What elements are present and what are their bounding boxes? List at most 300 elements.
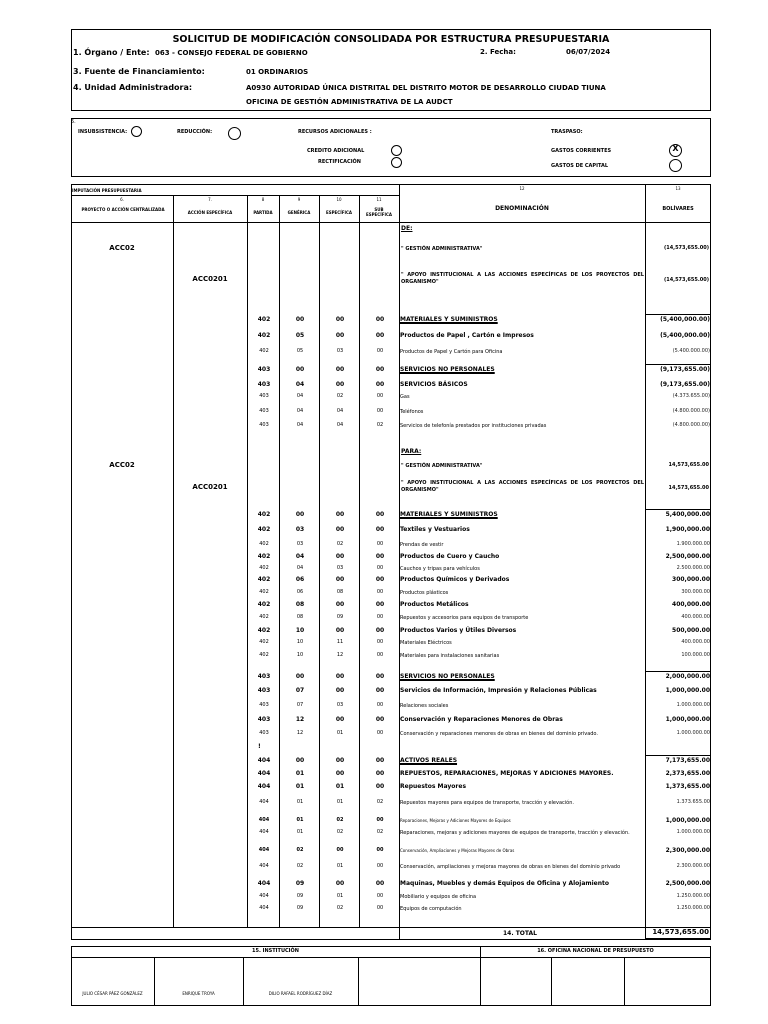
- partida-cell: 404: [257, 880, 271, 887]
- table-row: [0, 576, 768, 588]
- table-row: [0, 652, 768, 664]
- denominacion-cell: Productos Varios y Útiles Diversos: [400, 627, 517, 634]
- partida-cell: 404: [257, 757, 271, 764]
- table-row: [0, 863, 768, 875]
- amount-cell: 1.373.655.00: [676, 799, 710, 805]
- partida-cell: 404: [259, 799, 269, 805]
- amount-cell: 1,000,000.00: [665, 817, 710, 824]
- denominacion-cell: Textiles y Vestuarios: [400, 526, 470, 533]
- amount-cell: 2.500.000.00: [676, 565, 710, 571]
- partida-cell: 402: [257, 332, 271, 339]
- sub-cell: 00: [376, 702, 384, 708]
- amount-cell: 2,000,000.00: [665, 673, 710, 680]
- denominacion-cell: Cauchos y tripas para vehículos: [400, 566, 480, 572]
- col-number-10: 10: [336, 197, 342, 202]
- generica-cell: 09: [296, 893, 304, 899]
- amount-cell: (5.400.000.00): [672, 348, 710, 354]
- amount-cell: 2,500,000.00: [665, 553, 710, 560]
- selected-mark: X: [672, 144, 679, 153]
- especifica-cell: 00: [335, 757, 345, 764]
- partida-cell: 403: [259, 702, 269, 708]
- sub-cell: 00: [375, 381, 385, 388]
- table-row: [0, 381, 768, 393]
- partida-cell: 402: [259, 541, 269, 547]
- table-row: [0, 332, 768, 344]
- amount-cell: 1,900,000.00: [665, 526, 710, 533]
- partida-cell: 402: [259, 589, 269, 595]
- generica-cell: 01: [295, 770, 305, 777]
- denominacion-cell: Conservación, ampliaciones y mejoras mayores de obras en bienes del dominio privado: [400, 864, 621, 870]
- generica-header: GENÉRICA: [287, 210, 311, 215]
- sub-cell: 00: [376, 614, 384, 620]
- recursos-label: RECURSOS ADICIONALES :: [298, 129, 372, 135]
- amount-cell: 2,373,655.00: [665, 770, 710, 777]
- amount-cell: 400.000.00: [681, 639, 710, 645]
- especifica-cell: 00: [335, 601, 345, 608]
- especifica-cell: 04: [336, 408, 344, 414]
- denominacion-cell: MATERIALES Y SUMINISTROS: [400, 316, 498, 323]
- signature-2: ENRIQUE TROYA: [182, 991, 215, 996]
- table-row: [0, 905, 768, 917]
- partida-cell: 402: [259, 639, 269, 645]
- especifica-cell: 09: [336, 614, 344, 620]
- table-row: [0, 770, 768, 782]
- sub-cell: 00: [376, 863, 384, 869]
- denominacion-cell: Servicios de telefonía prestados por instituciones privadas: [400, 423, 547, 429]
- generica-cell: 01: [295, 783, 305, 790]
- sub-cell: 00: [376, 893, 384, 899]
- denominacion-cell: Productos de Cuero y Caucho: [400, 553, 500, 560]
- amount-cell: 1.250.000.00: [676, 905, 710, 911]
- generica-cell: 06: [295, 576, 305, 583]
- fuente-label: 3. Fuente de Financiamiento:: [73, 67, 205, 76]
- partida-cell: 404: [257, 770, 271, 777]
- partida-cell: 403: [259, 393, 269, 399]
- section-number: 5.: [71, 119, 76, 125]
- especifica-cell: 03: [336, 702, 344, 708]
- sub-cell: 00: [376, 652, 384, 658]
- especifica-cell: 01: [336, 799, 344, 805]
- fecha-label: 2. Fecha:: [480, 48, 516, 56]
- sub-cell: 00: [375, 716, 385, 723]
- table-row: [0, 614, 768, 626]
- table-row: [0, 702, 768, 714]
- especifica-cell: 03: [336, 565, 344, 571]
- para-label: PARA:: [401, 448, 422, 455]
- col-number-12: 12: [519, 186, 525, 191]
- partida-cell: 402: [257, 511, 271, 518]
- table-row: [0, 348, 768, 360]
- generica-cell: 05: [296, 348, 304, 354]
- especifica-cell: 02: [336, 541, 344, 547]
- sub-cell: 00: [375, 576, 385, 583]
- denominacion-cell: Servicios de Información, Impresión y Relaciones Públicas: [400, 687, 597, 694]
- partida-cell: 402: [257, 316, 271, 323]
- signature-3: DILIO RAFAEL RODRÍGUEZ DÍAZ: [268, 991, 333, 996]
- sub-cell: 00: [376, 565, 384, 571]
- partida-header: PARTIDA: [253, 210, 273, 215]
- denominacion-cell: Productos Químicos y Derivados: [400, 576, 510, 583]
- generica-cell: 12: [296, 730, 304, 736]
- generica-cell: 10: [295, 627, 305, 634]
- table-row: [0, 589, 768, 601]
- sub-cell: 00: [375, 601, 385, 608]
- table-row: [0, 829, 768, 841]
- sub-cell: 00: [376, 541, 384, 547]
- partida-cell: 404: [258, 847, 270, 853]
- amount-cell: 1.900.000.00: [676, 541, 710, 547]
- sub-cell: 00: [376, 847, 384, 853]
- generica-cell: 04: [296, 422, 304, 428]
- generica-cell: 00: [295, 757, 305, 764]
- credito-label: CREDITO ADICIONAL: [307, 148, 365, 154]
- amount-cell: 1.000.000.00: [676, 730, 710, 736]
- denominacion-cell: ACTIVOS REALES: [400, 757, 458, 764]
- table-row: [0, 511, 768, 523]
- generica-cell: 08: [296, 614, 304, 620]
- denominacion-cell: Productos de Papel y Cartón para Oficina: [400, 349, 503, 355]
- sub-cell: 00: [376, 589, 384, 595]
- partida-cell: 403: [257, 381, 271, 388]
- sub-cell: 00: [375, 366, 385, 373]
- gestion-de-amount: (14,573,655.00): [663, 245, 709, 251]
- proyecto-header: PROYECTO O ACCIÓN CENTRALIZADA: [81, 207, 165, 212]
- denominacion-header: DENOMINACIÓN: [495, 205, 549, 212]
- reduccion-label: REDUCCIÓN:: [177, 129, 213, 135]
- ae-para: ACC0201: [192, 483, 228, 491]
- denominacion-cell: SERVICIOS BÁSICOS: [400, 381, 468, 388]
- amount-cell: 5,400,000.00: [665, 511, 710, 518]
- insubsistencia-label: INSUBSISTENCIA:: [78, 129, 128, 135]
- col-number-7: 7.: [208, 197, 212, 202]
- especifica-cell: 01: [335, 783, 345, 790]
- apoyo-de: " APOYO INSTITUCIONAL A LAS ACCIONES ESPECÍFICAS DE LOS PROYECTOS DEL ORGANISMO": [401, 272, 644, 285]
- denominacion-cell: Productos de Papel , Cartón e Impresos: [400, 332, 534, 339]
- generica-cell: 00: [295, 511, 305, 518]
- generica-cell: 04: [296, 393, 304, 399]
- table-row: [0, 817, 768, 829]
- generica-cell: 04: [295, 381, 305, 388]
- amount-cell: 1.000.000.00: [676, 829, 710, 835]
- table-row: [0, 541, 768, 553]
- amount-cell: 1,000,000.00: [665, 716, 710, 723]
- generica-cell: 04: [295, 553, 305, 560]
- especifica-cell: 02: [336, 829, 344, 835]
- capital-label: GASTOS DE CAPITAL: [551, 163, 609, 169]
- partida-cell: 402: [259, 614, 269, 620]
- denominacion-cell: Relaciones sociales: [400, 703, 449, 709]
- denominacion-cell: Productos plásticos: [400, 590, 449, 596]
- especifica-cell: 01: [336, 863, 344, 869]
- partida-cell: 403: [257, 366, 271, 373]
- col-number-13: 13: [675, 186, 681, 191]
- denominacion-cell: Gas: [400, 394, 410, 400]
- denominacion-cell: Repuestos Mayores: [400, 783, 467, 790]
- signature-box: [71, 946, 711, 1006]
- especifica-cell: 00: [335, 687, 345, 694]
- organo-label: 1. Órgano / Ente:: [73, 48, 150, 57]
- oficina-header: 16. OFICINA NACIONAL DE PRESUPUESTO: [537, 948, 654, 954]
- amount-cell: 1,373,655.00: [665, 783, 710, 790]
- generica-cell: 02: [296, 863, 304, 869]
- generica-cell: 03: [295, 526, 305, 533]
- sub-cell: 00: [375, 783, 385, 790]
- generica-cell: 01: [296, 799, 304, 805]
- gestion-de: " GESTIÓN ADMINISTRATIVA": [401, 246, 483, 252]
- sub-cell: 00: [375, 553, 385, 560]
- amount-cell: 2,300,000.00: [665, 847, 710, 854]
- fuente-value: 01 ORDINARIOS: [246, 68, 309, 76]
- table-row: [0, 316, 768, 328]
- partida-cell: 402: [259, 348, 269, 354]
- stray-mark: !: [258, 743, 261, 750]
- unidad-label: 4. Unidad Administradora:: [73, 83, 193, 92]
- partida-cell: 404: [258, 817, 270, 823]
- generica-cell: 00: [295, 673, 305, 680]
- partida-cell: 403: [257, 673, 271, 680]
- amount-cell: 2,500,000.00: [665, 880, 710, 887]
- sub-cell: 00: [375, 757, 385, 764]
- insubsistencia-radio[interactable]: [131, 126, 142, 137]
- traspaso-label: TRASPASO:: [551, 129, 583, 135]
- col-number-9: 9: [297, 197, 301, 202]
- especifica-cell: 00: [335, 511, 345, 518]
- especifica-cell: 00: [336, 847, 344, 853]
- amount-cell: 7,173,655.00: [665, 757, 710, 764]
- denominacion-cell: REPUESTOS, REPARACIONES, MEJORAS Y ADICIONES MAYORES.: [400, 770, 614, 777]
- signature-1: JULIO CÉSAR PÁEZ GONZÁLEZ: [82, 991, 143, 996]
- amount-cell: 400.000.00: [681, 614, 710, 620]
- amount-cell: 400,000.00: [672, 601, 710, 608]
- sub-cell: 00: [376, 817, 384, 823]
- sub-cell: 00: [376, 348, 384, 354]
- amount-underline: [645, 509, 711, 510]
- partida-cell: 403: [257, 716, 271, 723]
- sub-cell: 00: [375, 673, 385, 680]
- partida-cell: 404: [259, 893, 269, 899]
- denominacion-cell: Maquinas, Muebles y demás Equipos de Oficina y Alojamiento: [400, 880, 610, 887]
- amount-underline: [645, 755, 711, 756]
- denominacion-cell: MATERIALES Y SUMINISTROS: [400, 511, 498, 518]
- generica-cell: 01: [296, 817, 304, 823]
- apoyo-para-amount: 14,573,655.00: [668, 485, 709, 491]
- denominacion-cell: Conservación y Reparaciones Menores de Obras: [400, 716, 563, 723]
- bolivares-header: BOLÍVARES: [662, 206, 694, 212]
- imputacion-header: IMPUTACIÓN PRESUPUESTARIA: [72, 188, 142, 193]
- total-label: 14. TOTAL: [502, 930, 537, 937]
- amount-cell: 300.000.00: [681, 589, 710, 595]
- rectificacion-radio[interactable]: [391, 157, 402, 168]
- sub-cell: 00: [375, 316, 385, 323]
- table-row: [0, 847, 768, 859]
- generica-cell: 00: [295, 316, 305, 323]
- sub-cell: 00: [375, 880, 385, 887]
- capital-radio[interactable]: [669, 159, 682, 172]
- acc-de: ACC02: [109, 244, 135, 252]
- especifica-cell: 02: [336, 905, 344, 911]
- sub-cell: 00: [376, 905, 384, 911]
- especifica-cell: 00: [335, 381, 345, 388]
- generica-cell: 09: [295, 880, 305, 887]
- generica-cell: 04: [296, 565, 304, 571]
- de-label: DE:: [401, 225, 413, 232]
- table-row: [0, 408, 768, 420]
- fecha-value: 06/07/2024: [566, 48, 611, 56]
- sub-cell: 02: [376, 829, 384, 835]
- sub-cell: 00: [376, 730, 384, 736]
- accion-header: ACCIÓN ESPECÍFICA: [187, 210, 233, 215]
- table-row: [0, 799, 768, 811]
- partida-cell: 402: [259, 652, 269, 658]
- partida-cell: 402: [257, 601, 271, 608]
- col-number-6: 6.: [120, 197, 124, 202]
- unidad-value-2: OFICINA DE GESTIÓN ADMINISTRATIVA DE LA AUDCT: [246, 98, 453, 106]
- especifica-cell: 00: [335, 576, 345, 583]
- corrientes-radio[interactable]: [669, 144, 682, 157]
- especifica-header: ESPECÍFICA: [326, 210, 352, 215]
- partida-cell: 403: [259, 408, 269, 414]
- table-row: [0, 783, 768, 795]
- table-row: [0, 366, 768, 378]
- amount-cell: (5,400,000.00): [660, 332, 710, 339]
- especifica-cell: 00: [335, 770, 345, 777]
- total-value: 14,573,655.00: [652, 928, 709, 936]
- especifica-cell: 00: [335, 673, 345, 680]
- page-title: SOLICITUD DE MODIFICACIÓN CONSOLIDADA POR ESTRUCTURA PRESUPUESTARIA: [172, 34, 610, 45]
- sub-cell: 00: [375, 511, 385, 518]
- reduccion-radio[interactable]: [228, 127, 241, 140]
- generica-cell: 09: [296, 905, 304, 911]
- generica-cell: 10: [296, 652, 304, 658]
- corrientes-label: GASTOS CORRIENTES: [551, 148, 612, 154]
- sub-cell: 02: [376, 799, 384, 805]
- especifica-cell: 00: [335, 627, 345, 634]
- especifica-cell: 00: [335, 526, 345, 533]
- partida-cell: 403: [257, 687, 271, 694]
- especifica-cell: 01: [336, 893, 344, 899]
- table-row: [0, 880, 768, 892]
- denominacion-cell: SERVICIOS NO PERSONALES: [400, 366, 495, 373]
- denominacion-cell: Conservación y reparaciones menores de obras en bienes del dominio privado.: [400, 731, 598, 737]
- table-row: [0, 893, 768, 905]
- amount-underline: [645, 314, 711, 315]
- table-row: [0, 639, 768, 651]
- generica-cell: 00: [295, 366, 305, 373]
- amount-cell: (4.800.000.00): [672, 408, 710, 414]
- sub-cell: 00: [375, 770, 385, 777]
- table-row: [0, 627, 768, 639]
- table-row: [0, 553, 768, 565]
- organo-value: 063 - CONSEJO FEDERAL DE GOBIERNO: [155, 49, 308, 57]
- especifica-cell: 00: [335, 316, 345, 323]
- amount-cell: 2.300.000.00: [676, 863, 710, 869]
- table-row: [0, 422, 768, 434]
- denominacion-cell: Prendas de vestir: [400, 542, 444, 548]
- generica-cell: 04: [296, 408, 304, 414]
- col-number-11: 11: [376, 197, 382, 202]
- sub-header: SUB ESPECÍFICA: [366, 207, 392, 217]
- especifica-cell: 00: [335, 553, 345, 560]
- especifica-cell: 00: [335, 366, 345, 373]
- sub-cell: 00: [375, 687, 385, 694]
- table-row: [0, 730, 768, 742]
- table-row: [0, 393, 768, 405]
- partida-cell: 402: [259, 565, 269, 571]
- denominacion-cell: Teléfonos: [400, 409, 424, 415]
- especifica-cell: 00: [335, 332, 345, 339]
- especifica-cell: 11: [336, 639, 344, 645]
- ae-de: ACC0201: [192, 275, 228, 283]
- partida-cell: 404: [257, 783, 271, 790]
- partida-cell: 403: [259, 730, 269, 736]
- amount-cell: 1.250.000.00: [676, 893, 710, 899]
- amount-cell: 1.000.000.00: [676, 702, 710, 708]
- amount-underline: [645, 364, 711, 365]
- amount-cell: 100.000.00: [681, 652, 710, 658]
- partida-cell: 402: [257, 576, 271, 583]
- sub-cell: 00: [376, 393, 384, 399]
- especifica-cell: 02: [336, 393, 344, 399]
- generica-cell: 10: [296, 639, 304, 645]
- partida-cell: 402: [257, 526, 271, 533]
- amount-underline: [645, 671, 711, 672]
- generica-cell: 07: [295, 687, 305, 694]
- amount-cell: 500,000.00: [672, 627, 710, 634]
- sub-cell: 00: [375, 526, 385, 533]
- denominacion-cell: SERVICIOS NO PERSONALES: [400, 673, 495, 680]
- amount-cell: (4.373.655.00): [672, 393, 710, 399]
- amount-cell: 1,000,000.00: [665, 687, 710, 694]
- unidad-value-1: A0930 AUTORIDAD ÚNICA DISTRITAL DEL DISTRITO MOTOR DE DESARROLLO CIUDAD TIUNA: [246, 84, 606, 92]
- apoyo-para: " APOYO INSTITUCIONAL A LAS ACCIONES ESPECÍFICAS DE LOS PROYECTOS DEL ORGANISMO": [401, 480, 644, 493]
- denominacion-cell: Mobiliario y equipos de oficina: [400, 894, 477, 900]
- especifica-cell: 08: [336, 589, 344, 595]
- table-row: [0, 673, 768, 685]
- gestion-para-amount: 14,573,655.00: [668, 462, 709, 468]
- generica-cell: 08: [295, 601, 305, 608]
- partida-cell: 402: [257, 627, 271, 634]
- generica-cell: 02: [296, 847, 304, 853]
- denominacion-cell: Productos Metálicos: [400, 601, 469, 608]
- denominacion-cell: Conservación, Ampliaciones y Mejoras Mayores de Obras: [400, 848, 515, 853]
- partida-cell: 404: [259, 829, 269, 835]
- credito-radio[interactable]: [391, 145, 402, 156]
- especifica-cell: 12: [336, 652, 344, 658]
- rectificacion-label: RECTIFICACIÓN: [318, 159, 361, 165]
- col-number-8: 8: [261, 197, 265, 202]
- table-row: [0, 716, 768, 728]
- especifica-cell: 00: [335, 880, 345, 887]
- generica-cell: 03: [296, 541, 304, 547]
- especifica-cell: 03: [336, 348, 344, 354]
- partida-cell: 404: [259, 863, 269, 869]
- generica-cell: 07: [296, 702, 304, 708]
- partida-cell: 402: [257, 553, 271, 560]
- amount-cell: (9,173,655.00): [660, 381, 710, 388]
- sub-cell: 00: [375, 627, 385, 634]
- table-row: [0, 601, 768, 613]
- generica-cell: 12: [295, 716, 305, 723]
- generica-cell: 06: [296, 589, 304, 595]
- denominacion-cell: Materiales Eléctricos: [400, 640, 452, 646]
- especifica-cell: 02: [336, 817, 344, 823]
- denominacion-cell: Repuestos y accesorios para equipos de transporte: [400, 615, 529, 621]
- gestion-para: " GESTIÓN ADMINISTRATIVA": [401, 463, 483, 469]
- amount-cell: 300,000.00: [672, 576, 710, 583]
- sub-cell: 00: [376, 639, 384, 645]
- partida-cell: 404: [259, 905, 269, 911]
- partida-cell: 403: [259, 422, 269, 428]
